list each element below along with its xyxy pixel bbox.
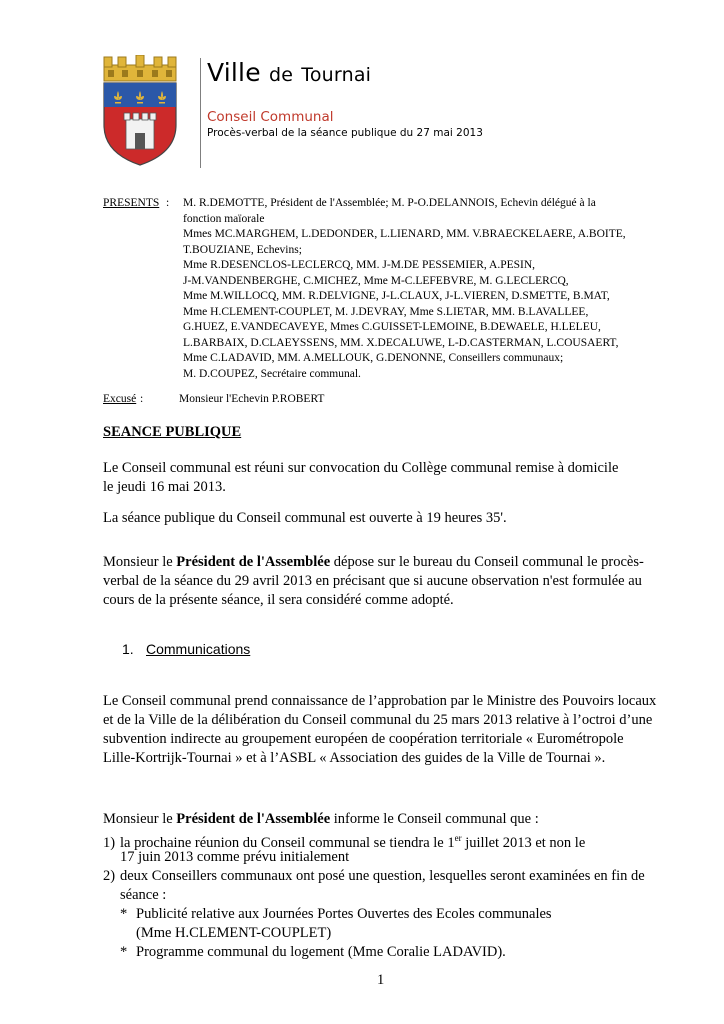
presents-line: Mmes MC.MARGHEM, L.DEDONDER, L.LIENARD, MM. V.BRAECKELAERE, A.BOITE, bbox=[183, 228, 626, 240]
page-number: 1 bbox=[377, 972, 385, 988]
presents-list bbox=[183, 196, 663, 382]
header-divider bbox=[200, 58, 201, 168]
presents-colon: : bbox=[166, 197, 170, 209]
minutes-title: Procès-verbal de la séance publique du 27 mai 2013 bbox=[207, 127, 483, 139]
list-item: 2) deux Conseillers communaux ont posé une question, lesquelles seront examinées en fin de bbox=[103, 868, 645, 884]
list-item-continuation: séance : bbox=[120, 887, 167, 903]
excuse-text: Monsieur l'Echevin P.ROBERT bbox=[179, 393, 325, 405]
presents-line: M. R.DEMOTTE, Président de l'Assemblée; M. P-O.DELANNOIS, Echevin délégué à la bbox=[183, 197, 596, 209]
excuse-colon: : bbox=[140, 393, 144, 405]
section-heading: SEANCE PUBLIQUE bbox=[103, 424, 242, 440]
presents-line: L.BARBAIX, D.CLAEYSSENS, MM. X.DECALUWE, L-D.CASTERMAN, L.COUSAERT, bbox=[183, 336, 619, 349]
communications-heading: 1. Communications bbox=[122, 641, 251, 657]
presents-line: Mme M.WILLOCQ, MM. R.DELVIGNE, J-L.CLAUX, J-L.VIEREN, D.SMETTE, B.MAT, bbox=[183, 290, 610, 302]
city-name: Tournai bbox=[301, 64, 372, 86]
paragraph-convocation: Le Conseil communal est réuni sur convocation du Collège communal remise à domicile le jeudi 16 mai 2013. bbox=[103, 460, 619, 495]
presents-line: Mme R.DESENCLOS-LECLERCQ, MM. J-M.DE PESSEMIER, A.PESIN, bbox=[183, 259, 536, 271]
paragraph-opening: La séance publique du Conseil communal est ouverte à 19 heures 35'. bbox=[103, 510, 507, 526]
list-item-continuation: 17 juin 2013 comme prévu initialement bbox=[120, 849, 350, 865]
paragraph-president-informs: Monsieur le Président de l'Assemblée informe le Conseil communal que : bbox=[103, 811, 539, 827]
presents-line: T.BOUZIANE, Echevins; bbox=[183, 243, 302, 256]
bullet-continuation: (Mme H.CLEMENT-COUPLET) bbox=[136, 925, 332, 941]
presents-line: G.HUEZ, E.VANDECAVEYE, Mmes C.GUISSET-LEMOINE, B.DEWAELE, H.LELEU, bbox=[183, 321, 601, 333]
paragraph-minutes-approval: Monsieur le Président de l'Assemblée dépose sur le bureau du Conseil communal le procès-verbal de la séance du 29 avril 2013 en précisant que si aucune observation n'est formulée au cours de la présente séance, il sera considéré comme adopté. bbox=[103, 554, 644, 608]
council-subtitle: Conseil Communal bbox=[207, 109, 334, 125]
presents-line: Mme C.LADAVID, MM. A.MELLOUK, G.DENONNE, Conseillers communaux; bbox=[183, 352, 564, 364]
coat-of-arms-icon bbox=[98, 55, 182, 167]
presents-line: J-M.VANDENBERGHE, C.MICHEZ, Mme M-C.LEFEBVRE, M. G.LECLERCQ, bbox=[183, 274, 569, 287]
paragraph-approval-notice: Le Conseil communal prend connaissance de l’approbation par le Ministre des Pouvoirs locaux et de la Ville de la délibération du Conseil communal du 25 mars 2013 relative à l’octroi d’une subvention indirecte au groupement européen de coopération territoriale « Eurométropole Lille-Kortrijk-Tournai » et à l’ASBL « Association des guides de la Ville de Tournai ». bbox=[103, 693, 657, 766]
presents-label: PRESENTS bbox=[103, 197, 160, 209]
bullet-item: * Programme communal du logement (Mme Coralie LADAVID). bbox=[120, 944, 506, 960]
city-coat-of-arms-logo bbox=[98, 55, 182, 167]
presents-line: fonction maïorale bbox=[183, 212, 265, 225]
city-title: Ville de Tournai bbox=[207, 58, 372, 87]
bullet-item: * Publicité relative aux Journées Portes Ouvertes des Ecoles communales bbox=[120, 906, 552, 922]
presents-line: Mme H.CLEMENT-COUPLET, M. J.DEVRAY, Mme S.LIETAR, MM. B.LAVALLEE, bbox=[183, 305, 589, 318]
list-item: 1) la prochaine réunion du Conseil communal se tiendra le 1er juillet 2013 et non le bbox=[103, 833, 586, 851]
excuse-label: Excusé bbox=[103, 393, 137, 405]
presents-line: M. D.COUPEZ, Secrétaire communal. bbox=[183, 367, 361, 380]
